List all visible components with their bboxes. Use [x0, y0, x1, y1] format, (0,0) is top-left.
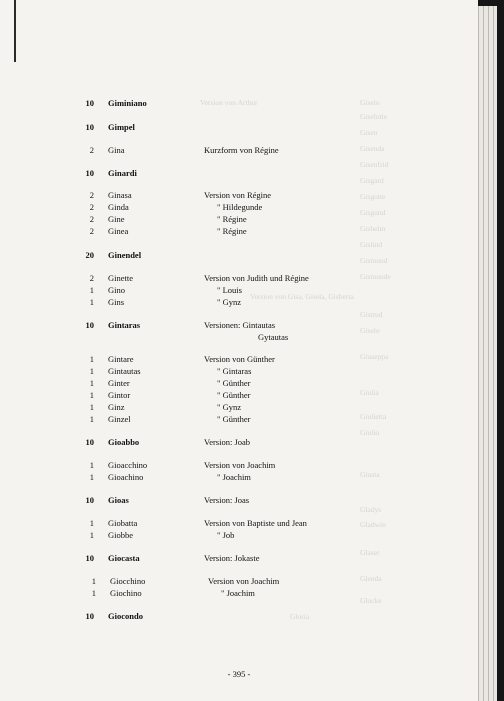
entry-name: Gioabbo: [108, 437, 140, 447]
entry-name: Gina: [108, 145, 125, 155]
entry-name: Gine: [108, 214, 125, 224]
entry-name: Ginz: [108, 402, 125, 412]
entry-name: Gimpel: [108, 122, 135, 132]
entry-name: Gintor: [108, 390, 131, 400]
entry-description: " Günther: [217, 414, 251, 424]
entry-name: Ginette: [108, 273, 134, 283]
entry-description: Version: Joab: [204, 437, 251, 447]
entry-count: 2: [89, 214, 94, 224]
entry-count: 1: [91, 576, 96, 586]
entry-name: Gintautas: [108, 366, 141, 376]
entry-count: 10: [85, 553, 94, 563]
entry-name: Giocchino: [110, 576, 146, 586]
entry-count: 2: [89, 226, 94, 236]
entry-name: Giminiano: [108, 98, 147, 108]
entry-description: " Régine: [217, 226, 247, 236]
entry-count: 10: [85, 495, 94, 505]
entry-description: " Gynz: [217, 402, 242, 412]
entry-count: 1: [89, 530, 94, 540]
entry-name: Giobbe: [108, 530, 134, 540]
entry-count: 1: [91, 588, 96, 598]
entry-count: 2: [89, 202, 94, 212]
entry-count: 1: [89, 390, 94, 400]
entry-name: Giocasta: [108, 553, 140, 563]
entry-description: " Hildegunde: [217, 202, 263, 212]
book-page: Version von Arthur Giselo Giselotte Gisen Gisenda Gisenfrid Gisgard Gisgotte Gisgund Gishelm Gislind Gismund Gismunde Version von Gisa, Gisela, Gisberta Gistrud Giselo Giuseppa Giulia Giulietta Giulio Giusta Gladys Gladwin Glaser Glenda Glocke Gloria 10 Giminiano 10 Gimpel 2 Gina Kurzform von Régine 10 Ginardi 2 Ginasa Version von Régine 2 Ginda " Hildegunde 2 Gine " Régine 2 Ginea " Régine 20 Ginendel 2 Ginette Version von Judith und Régine 1 Gino " Louis 1 Gins " Gynz 10 Gintaras Versionen: Gintautas Gytautas 1 Gintare Version von Günther 1 Gintautas " Gintaras 1 Ginter " Günther 1 Gintor " Günther 1 Ginz " Gynz 1 Ginzel " Günther 10 Gioabbo Version: Joab 1 Gioacchino Version von Joachim 1 Gioachino " Joachim 10 Gioas Version: Joas 1 Giobatta Version von Baptiste und Jean 1 Giobbe " Job 10 Giocasta Version: Jokaste 1 Giocchino Version von Joachim 1 Giochino " Joachim 10 Giocondo - 395 -: [0, 0, 478, 701]
entry-name: Ginea: [108, 226, 129, 236]
entry-count: 10: [85, 98, 94, 108]
entry-count: 1: [89, 378, 94, 388]
entry-count: 1: [89, 366, 94, 376]
entry-description: Version von Baptiste und Jean: [204, 518, 307, 528]
entry-description: Version von Régine: [204, 190, 272, 200]
entry-name: Gioas: [108, 495, 129, 505]
entry-description: Version von Judith und Régine: [204, 273, 309, 283]
entry-count: 2: [89, 145, 94, 155]
entry-description: " Gynz: [217, 297, 242, 307]
entry-name: Gins: [108, 297, 125, 307]
entry-name: Ginasa: [108, 190, 132, 200]
entry-description: " Günther: [217, 390, 251, 400]
entry-count: 1: [89, 402, 94, 412]
entry-count: 1: [89, 460, 94, 470]
entry-count: 1: [89, 518, 94, 528]
entry-name: Ginardi: [108, 168, 137, 178]
entry-name: Gioachino: [108, 472, 144, 482]
entry-count: 2: [89, 190, 94, 200]
entry-name: Ginda: [108, 202, 129, 212]
entry-name: Giocondo: [108, 611, 143, 621]
entry-description: Version von Günther: [204, 354, 275, 364]
entry-description: " Günther: [217, 378, 251, 388]
entry-description: Version: Jokaste: [204, 553, 260, 563]
entry-description: " Joachim: [221, 588, 255, 598]
entry-description: Gytautas: [258, 332, 289, 342]
entry-description: " Louis: [217, 285, 242, 295]
entry-description: Version von Joachim: [208, 576, 280, 586]
entry-count: 10: [85, 122, 94, 132]
entry-count: 1: [89, 297, 94, 307]
entry-name: Gioacchino: [108, 460, 148, 470]
entry-description: Version von Joachim: [204, 460, 276, 470]
entry-description: Version: Joas: [204, 495, 250, 505]
entry-count: 10: [85, 168, 94, 178]
entry-count: 10: [85, 437, 94, 447]
entry-description: Versionen: Gintautas: [204, 320, 276, 330]
entry-description: " Gintaras: [217, 366, 252, 376]
entry-description: " Job: [217, 530, 235, 540]
entry-description: " Régine: [217, 214, 247, 224]
entry-count: 1: [89, 414, 94, 424]
entry-count: 1: [89, 472, 94, 482]
entry-name: Gino: [108, 285, 125, 295]
entry-count: 10: [85, 611, 94, 621]
entry-count: 1: [89, 354, 94, 364]
binding-shadow: [14, 0, 16, 62]
entry-name: Gintare: [108, 354, 134, 364]
entry-description: " Joachim: [217, 472, 251, 482]
entry-name: Ginter: [108, 378, 130, 388]
page-number: - 395 -: [227, 669, 251, 679]
entry-count: 1: [89, 285, 94, 295]
entry-name: Ginzel: [108, 414, 131, 424]
entry-name: Gintaras: [108, 320, 141, 330]
entry-name: Giobatta: [108, 518, 138, 528]
entry-count: 10: [85, 320, 94, 330]
entry-name: Giochino: [110, 588, 142, 598]
entry-description: Kurzform von Régine: [204, 145, 279, 155]
entry-name: Ginendel: [108, 250, 142, 260]
entry-count: 2: [89, 273, 94, 283]
page-edge: [493, 6, 497, 701]
entry-count: 20: [85, 250, 94, 260]
